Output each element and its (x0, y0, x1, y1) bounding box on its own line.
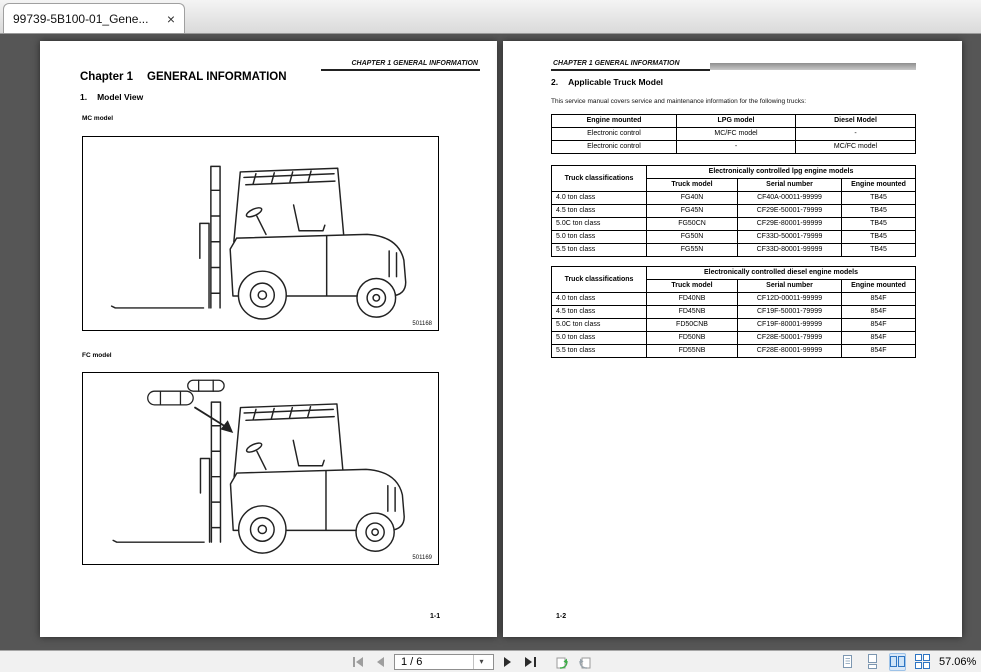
table-row (552, 218, 916, 231)
header-cell: Engine mounted (842, 179, 916, 192)
view-mode-cluster (839, 651, 979, 672)
header-rule-bar (710, 63, 916, 70)
cell: FG50CN (647, 218, 738, 231)
previous-view-icon[interactable] (554, 654, 570, 670)
continuous-facing-view-icon[interactable] (914, 653, 931, 671)
page-number: 1-2 (556, 613, 567, 620)
next-view-icon[interactable] (577, 654, 593, 670)
figure-label-mc-model: MC model (82, 115, 114, 122)
table-row (552, 244, 916, 257)
header-cell: Truck model (647, 280, 738, 293)
cell: 4.0 ton class (552, 293, 647, 306)
intro-text: This service manual covers service and maintenance information for the following trucks: (551, 98, 807, 105)
header-cell: Truck model (647, 179, 738, 192)
last-page-icon[interactable] (522, 654, 538, 670)
table-title-cell: Electronically controlled lpg engine models (647, 166, 916, 179)
table-row (552, 332, 916, 345)
tab-close-icon[interactable]: × (166, 10, 175, 27)
chapter-label: Chapter 1 (80, 71, 134, 83)
cell: CF33D-50001-79999 (738, 231, 842, 244)
running-header (80, 60, 480, 71)
cell: Electronic control (552, 141, 677, 154)
cell: - (677, 141, 796, 154)
document-tab-title: 99739-5B100-01_Gene... (13, 11, 149, 26)
cell: 854F (842, 345, 916, 358)
cell: 854F (842, 319, 916, 332)
cell: TB45 (842, 205, 916, 218)
forklift-fc-illustration (83, 373, 438, 564)
document-area[interactable] (0, 34, 981, 650)
section-number: 1. (80, 92, 88, 102)
running-header (551, 60, 916, 71)
cell: TB45 (842, 218, 916, 231)
cell: CF19F-80001-99999 (738, 319, 842, 332)
cell: 5.5 ton class (552, 345, 647, 358)
cell: FD45NB (647, 306, 738, 319)
table-header-row (552, 267, 916, 280)
header-cell: Serial number (738, 280, 842, 293)
cell: 854F (842, 332, 916, 345)
running-header-text: CHAPTER 1 GENERAL INFORMATION (551, 60, 710, 71)
figure-code: 501168 (412, 321, 432, 327)
engine-mounted-table (551, 114, 916, 154)
cell: TB45 (842, 231, 916, 244)
table-row (552, 128, 916, 141)
forklift-mc-illustration (83, 137, 438, 330)
table-row (552, 345, 916, 358)
cell: 5.0 ton class (552, 231, 647, 244)
header-cell: Diesel Model (796, 115, 916, 128)
figure-label-fc-model: FC model (82, 352, 112, 359)
page-number-box (394, 654, 494, 670)
cell: FG45N (647, 205, 738, 218)
next-page-icon[interactable] (500, 654, 516, 670)
section-heading (551, 77, 663, 87)
table-header-row (552, 115, 916, 128)
lpg-models-table (551, 165, 916, 257)
cell: 5.0C ton class (552, 218, 647, 231)
previous-page-icon[interactable] (372, 654, 388, 670)
table-header-row (552, 166, 916, 179)
section-heading (80, 92, 143, 102)
section-title: Applicable Truck Model (568, 77, 664, 87)
first-page-icon[interactable] (350, 654, 366, 670)
cell: FD55NB (647, 345, 738, 358)
single-page-view-icon[interactable] (839, 653, 856, 671)
page-navigation (350, 651, 593, 672)
cell: 4.5 ton class (552, 205, 647, 218)
pdf-page-1 (40, 41, 497, 637)
cell: CF28E-80001-99999 (738, 345, 842, 358)
figure-code: 501169 (412, 555, 432, 561)
zoom-level[interactable]: 57.06% (939, 655, 977, 668)
cell: 5.5 ton class (552, 244, 647, 257)
continuous-view-icon[interactable] (864, 653, 881, 671)
cell: CF29E-80001-99999 (738, 218, 842, 231)
cell: FD50CNB (647, 319, 738, 332)
table-row (552, 306, 916, 319)
cell: 4.0 ton class (552, 192, 647, 205)
cell: Electronic control (552, 128, 677, 141)
view-history-group (554, 654, 593, 670)
cell: CF29E-50001-79999 (738, 205, 842, 218)
cell: CF33D-80001-99999 (738, 244, 842, 257)
running-header-text: CHAPTER 1 GENERAL INFORMATION (321, 60, 480, 71)
cell: MC/FC model (796, 141, 916, 154)
status-bar (0, 650, 981, 672)
section-title: Model View (97, 92, 144, 102)
table-row (552, 192, 916, 205)
cell: 854F (842, 293, 916, 306)
tab-bar (0, 0, 981, 34)
pdf-page-2 (503, 41, 962, 637)
table-row (552, 205, 916, 218)
page-number-input[interactable] (395, 655, 473, 669)
cell: CF40A-00011-99999 (738, 192, 842, 205)
table-row (552, 231, 916, 244)
header-cell: Truck classifications (552, 166, 647, 192)
table-row (552, 141, 916, 154)
page-dropdown-caret-icon[interactable]: ▾ (473, 655, 489, 669)
figure-mc-model (82, 136, 439, 331)
header-cell: Engine mounted (552, 115, 677, 128)
cell: MC/FC model (677, 128, 796, 141)
cell: TB45 (842, 192, 916, 205)
cell: 4.5 ton class (552, 306, 647, 319)
cell: 854F (842, 306, 916, 319)
table-title-cell: Electronically controlled diesel engine models (647, 267, 916, 280)
table-row (552, 319, 916, 332)
cell: FD40NB (647, 293, 738, 306)
header-cell: Serial number (738, 179, 842, 192)
header-cell: Truck classifications (552, 267, 647, 293)
cell: FG55N (647, 244, 738, 257)
cell: TB45 (842, 244, 916, 257)
cell: 5.0 ton class (552, 332, 647, 345)
chapter-heading (80, 71, 287, 83)
section-number: 2. (551, 77, 559, 87)
cell: CF12D-00011-99999 (738, 293, 842, 306)
document-tab[interactable] (3, 3, 185, 33)
page-number: 1-1 (430, 613, 441, 620)
cell: FG50N (647, 231, 738, 244)
cell: 5.0C ton class (552, 319, 647, 332)
cell: CF28E-50001-79999 (738, 332, 842, 345)
cell: - (796, 128, 916, 141)
facing-pages-view-icon[interactable] (889, 653, 906, 671)
diesel-models-table (551, 266, 916, 358)
chapter-title: GENERAL INFORMATION (147, 71, 287, 83)
cell: FD50NB (647, 332, 738, 345)
cell: CF19F-50001-79999 (738, 306, 842, 319)
table-row (552, 293, 916, 306)
cell: FG40N (647, 192, 738, 205)
header-cell: Engine mounted (842, 280, 916, 293)
header-cell: LPG model (677, 115, 796, 128)
figure-fc-model (82, 372, 439, 565)
